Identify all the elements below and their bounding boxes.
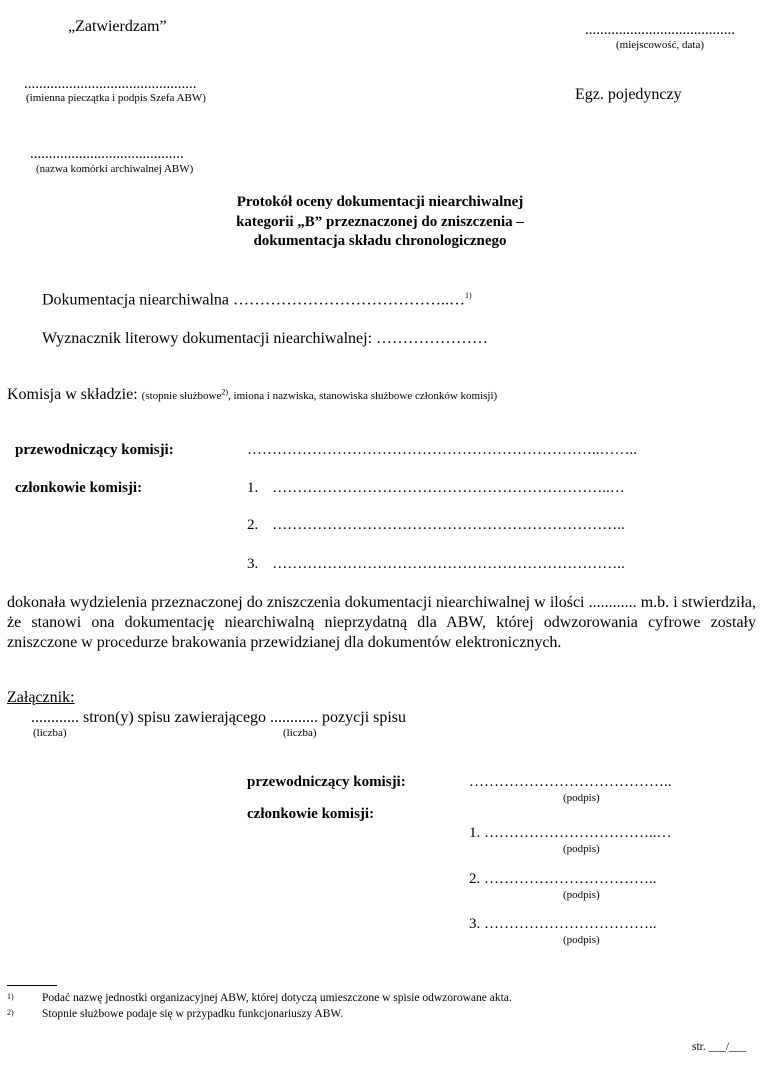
committee-intro-label: Komisja w składzie: [7, 386, 138, 403]
document-title-line-1: Protokół oceny dokumentacji niearchiwalnej [236, 194, 524, 210]
place-date-caption: (miejscowość, data) [616, 39, 704, 51]
signature-members-label: członkowie komisji: [247, 806, 375, 822]
footnote-text: Podać nazwę jednostki organizacyjnej ABW, której dotyczą umieszczone w spisie odwzorowane akta. [42, 992, 512, 1004]
attachment-line: ............ stron(y) spisu zawierającego ............ pozycji spisu [31, 709, 407, 726]
document-title-line-3: dokumentacja składu chronologicznego [253, 233, 507, 249]
footnote-divider [7, 985, 57, 986]
member-field: …………………………………………………………..… [272, 480, 625, 496]
footnote-row [7, 1008, 14, 1023]
member-field: …………………………………………………………….. [272, 556, 625, 572]
signature-caption: (podpis) [563, 792, 600, 804]
signature-caption: (podpis) [563, 889, 600, 901]
documentation-label: Dokumentacja niearchiwalna …………………………………..… [42, 291, 466, 309]
signature-chair-label: przewodniczący komisji: [247, 774, 406, 790]
footnote-row [7, 992, 14, 1007]
letter-designation-field: Wyznacznik literowy dokumentacji niearchiwalnej: ………………… [42, 330, 489, 347]
signature-member-field: 1. ……………………………..… [469, 825, 672, 841]
page-number: str. ___/___ [692, 1041, 747, 1053]
documentation-field [42, 291, 472, 309]
signature-member-field: 2. …………………………….. [469, 871, 657, 887]
signature-chair-field: ………………………………….. [469, 774, 672, 790]
unit-name-caption: (nazwa komórki archiwalnej ABW) [36, 163, 194, 175]
document-title-line-2: kategorii „B” przeznaczonej do zniszczenia – [236, 214, 524, 230]
member-row [247, 556, 625, 573]
member-row [247, 517, 625, 534]
member-number: 1. [247, 480, 259, 496]
footnote-ref-1: 1) [465, 291, 472, 300]
attachment-count-caption-1: (liczba) [33, 727, 67, 739]
copy-note: Egz. pojedynczy [575, 86, 682, 103]
footnote-number: 1) [7, 992, 14, 1001]
member-number: 2. [247, 517, 259, 533]
attachment-count-caption-2: (liczba) [283, 727, 317, 739]
signature-caption: (podpis) [563, 934, 600, 946]
member-number: 3. [247, 556, 259, 572]
stamp-signature-field: .............................................. [24, 76, 197, 92]
footnote-number: 2) [7, 1008, 14, 1017]
member-field: …………………………………………………………….. [272, 517, 625, 533]
chair-label: przewodniczący komisji: [15, 442, 174, 458]
committee-intro [7, 386, 497, 404]
signature-caption: (podpis) [563, 843, 600, 855]
signature-member-field: 3. …………………………….. [469, 916, 657, 932]
members-label: członkowie komisji: [15, 480, 143, 496]
approve-label: „Zatwierdzam” [68, 18, 167, 35]
footnote-text: Stopnie służbowe podaje się w przypadku funkcjonariuszy ABW. [42, 1008, 344, 1020]
place-date-field: ........................................ [585, 22, 735, 38]
committee-intro-note: (stopnie służbowe$^{2)}$, imiona i nazwiska, stanowiska służbowe członków komisji) [141, 387, 498, 402]
attachment-label: Załącznik: [7, 689, 75, 706]
chair-field: ……………………………………………………………..…….. [247, 442, 637, 458]
stamp-signature-caption: (imienna pieczątka i podpis Szefa ABW) [26, 92, 206, 104]
body-paragraph: dokonała wydzielenia przeznaczonej do zniszczenia dokumentacji niearchiwalnej w ilości ............ m.b. i stwierdziła, że stanowi ona dokumentację niearchiwalną nieprzydatną dla ABW, której odwzorowania cyfrowe zostały zniszczone w procedurze brakowania przewidzianej dla dokumentów elektronicznych. [7, 594, 756, 651]
member-row [247, 480, 625, 497]
unit-name-field: ......................................... [30, 146, 184, 162]
